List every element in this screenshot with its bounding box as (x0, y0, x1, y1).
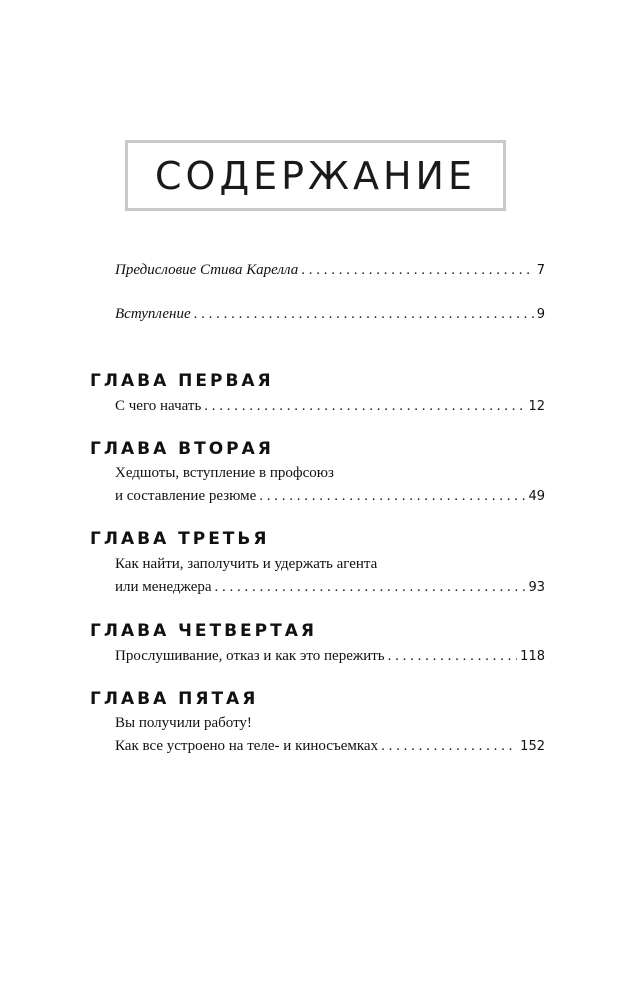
chapter-heading: ГЛАВА ЧЕТВЕРТАЯ (90, 621, 317, 641)
chapter-heading: ГЛАВА ТРЕТЬЯ (90, 529, 270, 549)
chapter-heading: ГЛАВА ПЯТАЯ (90, 689, 259, 709)
toc-entry-line: Хедшоты, вступление в профсоюз (115, 465, 334, 481)
toc-entry-chapter-5[interactable] (115, 736, 545, 757)
leader-dots (259, 486, 525, 506)
toc-entry-foreword[interactable] (115, 260, 545, 281)
toc-entry-label: С чего начать (115, 398, 202, 414)
leader-dots (381, 736, 517, 756)
leader-dots (204, 396, 525, 416)
toc-entry-label: Прослушивание, отказ и как это пережить (115, 648, 385, 664)
toc-entry-label: Предисловие Стива Карелла (115, 262, 299, 278)
leader-dots (194, 304, 534, 324)
toc-entry-label: Как все устроено на теле- и киносъемках (115, 738, 379, 754)
page-number: 7 (536, 263, 545, 278)
page-title: СОДЕРЖАНИЕ (155, 153, 476, 198)
toc-entry-introduction[interactable] (115, 304, 545, 325)
toc-entry-line: Вы получили работу! (115, 715, 252, 731)
page-number: 12 (528, 399, 545, 414)
toc-entry-chapter-3[interactable] (115, 577, 545, 598)
toc-entry-label: или менеджера (115, 579, 212, 595)
page-number: 152 (520, 739, 545, 754)
page-number: 93 (528, 580, 545, 595)
toc-entry-label: Вступление (115, 306, 191, 322)
toc-entry-chapter-2[interactable] (115, 486, 545, 507)
toc-entry-line: Как найти, заполучить и удержать агента (115, 556, 378, 572)
chapter-heading: ГЛАВА ПЕРВАЯ (90, 371, 274, 391)
toc-entry-label: и составление резюме (115, 488, 257, 504)
leader-dots (215, 577, 526, 597)
page-number: 118 (520, 649, 545, 664)
page-number: 49 (528, 489, 545, 504)
toc-entry-chapter-1[interactable] (115, 396, 545, 417)
toc-entry-chapter-4[interactable] (115, 646, 545, 667)
leader-dots (388, 646, 518, 666)
page-number: 9 (536, 307, 545, 322)
chapter-heading: ГЛАВА ВТОРАЯ (90, 439, 274, 459)
leader-dots (301, 260, 533, 280)
